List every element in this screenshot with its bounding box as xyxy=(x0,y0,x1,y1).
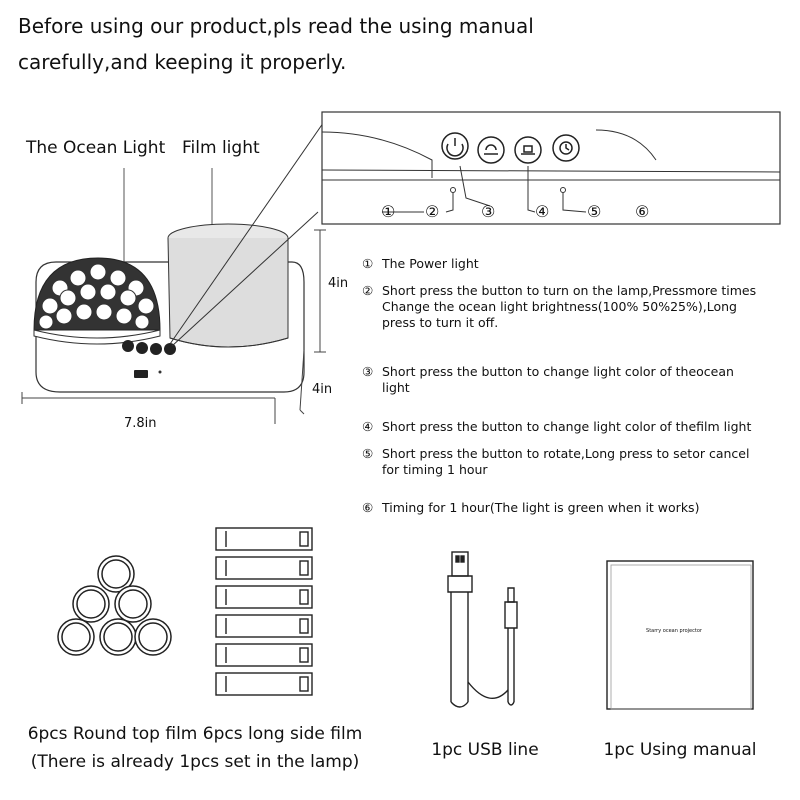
manual-caption: 1pc Using manual xyxy=(603,740,757,760)
panel-number-4: ④ xyxy=(535,202,550,221)
films-caption-line-2: (There is already 1pcs set in the lamp) xyxy=(30,752,360,772)
instruction-5: ⑤ Short press the button to rotate,Long press to setor cancel for timing 1 hour xyxy=(362,446,750,477)
depth-dimension: 4in xyxy=(312,382,333,397)
usb-cable xyxy=(448,552,517,707)
panel-number-1: ① xyxy=(381,202,396,221)
instruction-3: ③ Short press the button to change light color of theocean light xyxy=(362,364,734,395)
usb-port xyxy=(134,370,148,378)
manual-cover-text: Starry ocean projector xyxy=(646,628,702,634)
intro-line-1: Before using our product,pls read the using manual xyxy=(18,14,534,38)
instruction-1: ① The Power light xyxy=(362,256,479,271)
instruction-6: ⑥ Timing for 1 hour(The light is green when it works) xyxy=(362,500,700,515)
panel-number-2: ② xyxy=(425,202,440,221)
usb-caption: 1pc USB line xyxy=(431,740,539,760)
round-films xyxy=(58,556,171,655)
film-light-label: Film light xyxy=(182,138,260,158)
height-dimension: 4in xyxy=(328,276,349,291)
manual-booklet xyxy=(607,561,753,709)
instruction-2: ② Short press the button to turn on the lamp,Pressmore times Change the ocean light brightness(100% 50%25%),Long press to turn it off. xyxy=(362,283,757,330)
films-caption-line-1: 6pcs Round top film 6pcs long side film xyxy=(27,724,363,744)
width-dimension: 7.8in xyxy=(124,416,157,431)
panel-number-6: ⑥ xyxy=(635,202,650,221)
ocean-light-label: The Ocean Light xyxy=(26,138,166,158)
intro-line-2: carefully,and keeping it properly. xyxy=(18,50,347,74)
panel-number-5: ⑤ xyxy=(587,202,602,221)
film-cylinder xyxy=(168,224,288,347)
panel-number-3: ③ xyxy=(481,202,496,221)
long-side-films xyxy=(216,528,312,695)
instruction-4: ④ Short press the button to change light color of thefilm light xyxy=(362,419,752,434)
